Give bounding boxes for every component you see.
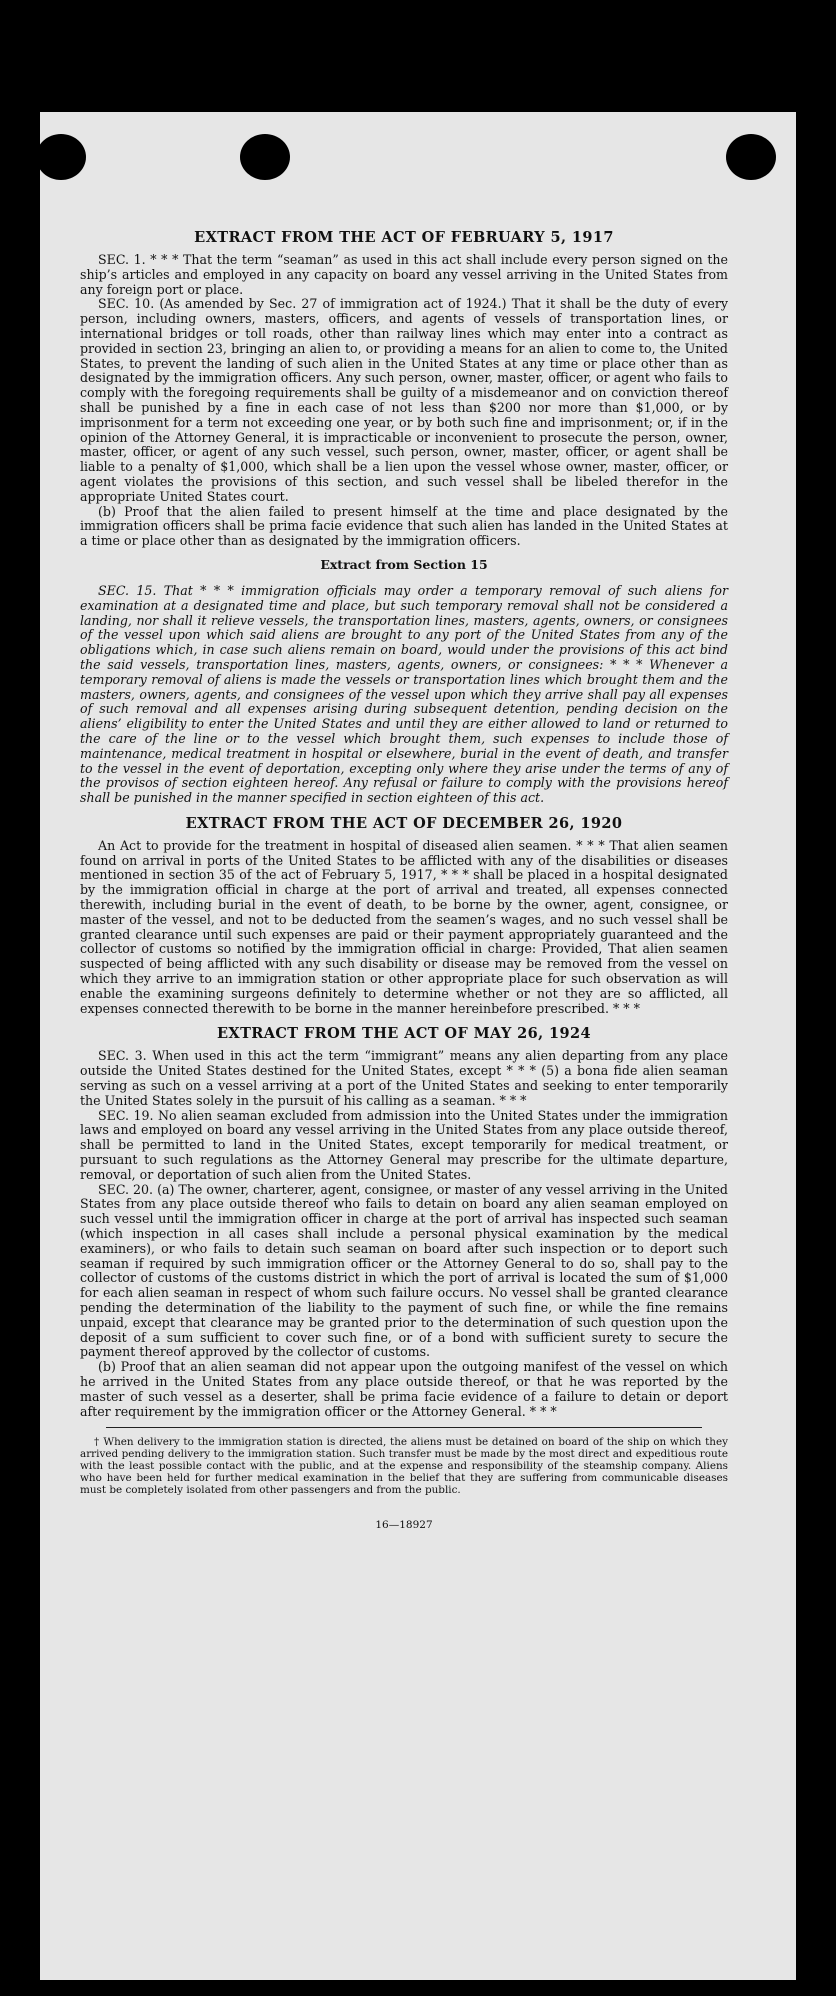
punch-hole-right: [726, 134, 776, 180]
act-1920-text: An Act to provide for the treatment in hospital of diseased alien seamen. * * * That alien seamen found on arrival in ports of the United States to be afflicted with any of the disabilities or diseases mentioned in section 35 of the act of February 5, 1917, * * * shall be placed in a hospital designated by the immigration official in charge at the port of arrival and treated, all expenses connected therewith, including burial in the event of death, to be borne by the owner, agent, consignee, or master of the vessel, and not to be deducted from the seamen’s wages, and no such vessel shall be granted clearance until such expenses are paid or their payment appropriately guaranteed and the collector of customs so notified by the immigration official in charge: Provided, That alien seamen suspected of being afflicted with any such disability or disease may be removed from the vessel on which they arrive to an immigration station or other appropriate place for such observation as will enable the examining surgeons definitely to determine whether or not they are so afflicted, all expenses connected therewith to be borne in the manner hereinbefore prescribed. * * *: [80, 837, 728, 1016]
section-20a-text: SEC. 20. (a) The owner, charterer, agent, consignee, or master of any vessel arriving in the United States from any place outside thereof who fails to detain on board any alien seaman employed on such vessel until the immigration officer in charge at the port of arrival has inspected such seaman (which inspection in all cases shall include a personal physical examination by the medical examiners), or who fails to detain such seaman on board after such inspection or to deport such seaman if required by such immigration officer or the Attorney General to do so, shall pay to the collector of customs of the customs district in which the port of arrival is located the sum of $1,000 for each alien seaman in respect of whom such failure occurs. No vessel shall be granted clearance pending the determination of the liability to the payment of such fine, or while the fine remains unpaid, except that clearance may be granted prior to the determination of such question upon the deposit of a sum sufficient to cover such fine, or of a bond with sufficient surety to secure the payment thereof approved by the collector of customs.: [80, 1181, 728, 1360]
section-10-text: SEC. 10. (As amended by Sec. 27 of immigration act of 1924.) That it shall be the duty of every person, including owners, masters, officers, and agents of vessels of transportation lines, or international bridges or toll roads, other than railway lines which may enter into a contract as provided in section 23, bringing an alien to, or providing a means for an alien to come to, the United States, to prevent the landing of such alien in the United States at any time or place other than as designated by the immigration officers. Any such person, owner, master, officer, or agent who fails to comply with the foregoing requirements shall be guilty of a misdemeanor and on conviction thereof shall be punished by a fine in each case of not less than $200 nor more than $1,000, or by imprisonment for a term not exceeding one year, or by both such fine and imprisonment; or, if in the opinion of the Attorney General, it is impracticable or inconvenient to prosecute the person, owner, master, officer, or agent of any such vessel, such person, owner, master, officer, or agent shall be liable to a penalty of $1,000, which shall be a lien upon the vessel whose owner, master, officer, or agent violates the provisions of this section, and such vessel shall be libeled therefor in the appropriate United States court.: [80, 296, 728, 504]
heading-section-15: Extract from Section 15: [320, 556, 488, 572]
section-3-text: SEC. 3. When used in this act the term “immigrant” means any alien departing from any place outside the United States destined for the United States, except * * * (5) a bona fide alien seaman serving as such on a vessel arriving at a port of the United States and seeking to enter temporarily the United States solely in the pursuit of his calling as a seaman. * * *: [80, 1048, 728, 1108]
heading-act-1920: EXTRACT FROM THE ACT OF DECEMBER 26, 1920: [185, 814, 623, 832]
section-20b-text: (b) Proof that an alien seaman did not appear upon the outgoing manifest of the vessel on which he arrived in the United States from any place outside thereof, or that he was reported by the master of such vessel as a deserter, shall be prima facie evidence of a failure to detain or deport after requirement by the immigration officer or the Attorney General. * * *: [80, 1359, 728, 1419]
punch-hole-left: [36, 134, 86, 180]
divider-rule: [106, 1427, 702, 1428]
footnote-text: † When delivery to the immigration station is directed, the aliens must be detained on board of the ship on which they arrived pending delivery to the immigration station. Such transfer must be made by the most direct and expeditious route with the least possible contact with the public, and at the expense and responsibility of the steamship company. Aliens who have been held for further medical examination in the belief that they are suffering from communicable diseases must be completely isolated from other passengers and from the public.: [80, 1436, 728, 1497]
heading-act-1917: EXTRACT FROM THE ACT OF FEBRUARY 5, 1917: [194, 229, 614, 246]
section-19-text: SEC. 19. No alien seaman excluded from admission into the United States under the immigration laws and employed on board any vessel arriving in the United States from any place outside thereof, shall be permitted to land in the United States, except temporarily for medical treatment, or pursuant to such regulations as the Attorney General may prescribe for the ultimate departure, removal, or deportation of such alien from the United States.: [80, 1107, 728, 1182]
heading-act-1924: EXTRACT FROM THE ACT OF MAY 26, 1924: [216, 1025, 592, 1043]
section-15-text: SEC. 15. That * * * immigration officials may order a temporary removal of such aliens for examination at a designated time and place, but such temporary removal shall not be considered a landing, nor shall it relieve vessels, the transportation lines, masters, agents, owners, or consignees of the vessel upon which said aliens are brought to any port of the United States from any of the obligations which, in case such aliens remain on board, would under the provisions of this act bind the said vessels, transportation lines, masters, agents, owners, or consignees: * * * Whenever a temporary removal of aliens is made the vessels or transportation lines which brought them and the masters, owners, agents, and consignees of the vessel upon which they arrive shall pay all expenses of such removal and all expenses arising during subsequent detention, pending decision on the aliens’ eligibility to enter the United States and until they are either allowed to land or returned to the care of the line or to the vessel which brought them, such expenses to include those of maintenance, medical treatment in hospital or elsewhere, burial in the event of death, and transfer to the vessel in the event of deportation, excepting only where they arise under the terms of any of the provisos of section eighteen hereof. Any refusal or failure to comply with the provisions hereof shall be punished in the manner specified in section eighteen of this act.: [80, 582, 728, 806]
section-1-text: SEC. 1. * * * That the term “seaman” as used in this act shall include every person signed on the ship’s articles and employed in any capacity on board any vessel arriving in the United States from any foreign port or place.: [80, 252, 728, 297]
document-body: [80, 230, 728, 1533]
punch-hole-center: [240, 134, 290, 180]
form-number: 16—18927: [375, 1519, 433, 1532]
section-10b-text: (b) Proof that the alien failed to present himself at the time and place designated by the immigration officers shall be prima facie evidence that such alien has landed in the United States at a time or place other than as designated by the immigration officers.: [80, 503, 728, 549]
